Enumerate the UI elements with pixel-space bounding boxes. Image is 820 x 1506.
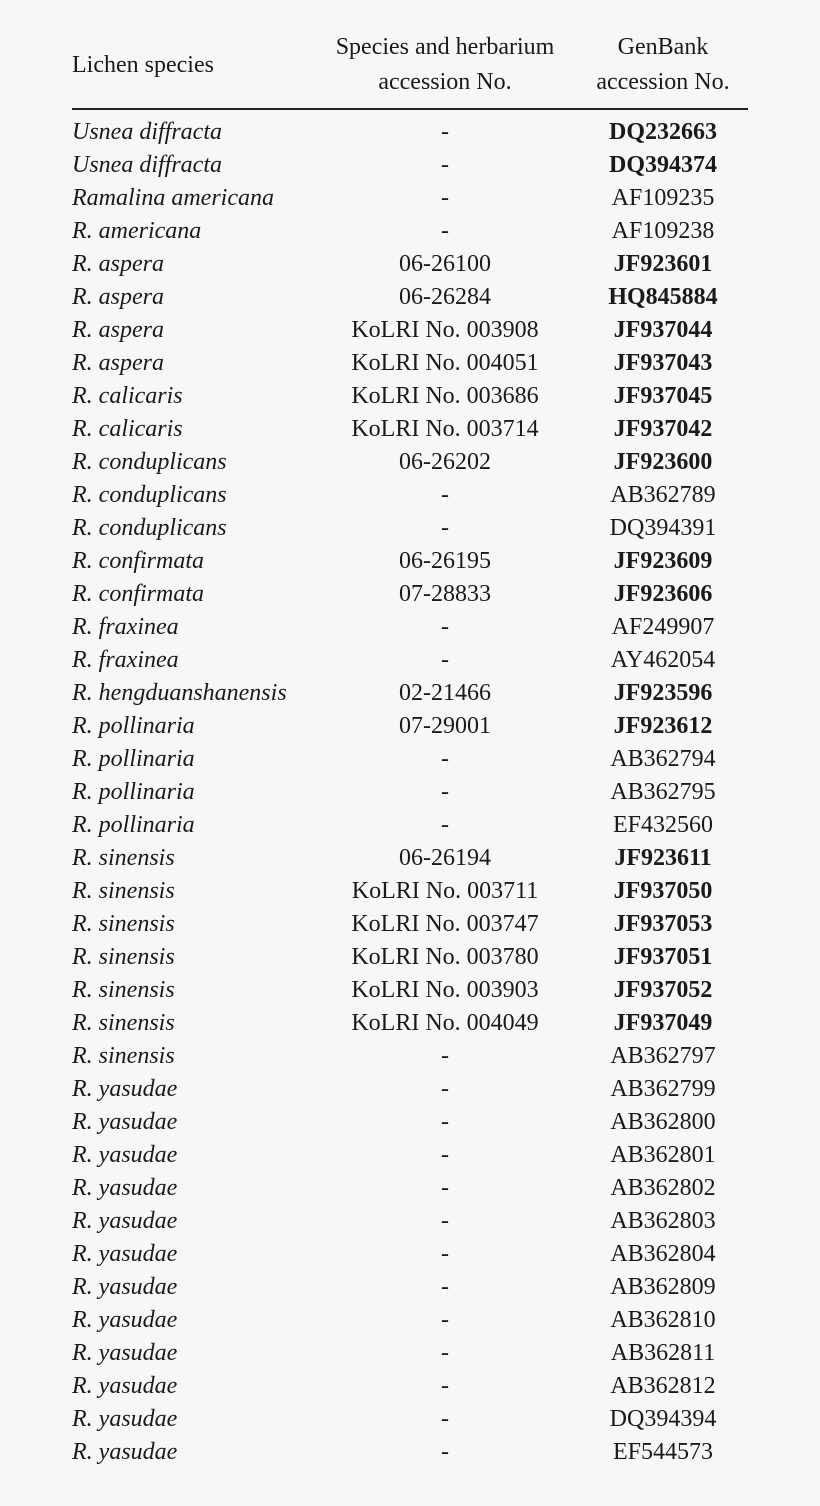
table-row [72,215,748,248]
cell-herbarium-accession: - [441,1175,449,1201]
cell-herbarium-accession: 06-26194 [399,845,491,871]
cell-lichen-species: R. calicaris [72,383,183,409]
cell-herbarium-accession: - [441,1076,449,1102]
table-row [72,281,748,314]
cell-lichen-species: R. yasudae [72,1241,178,1267]
cell-genbank-accession: JF937052 [613,977,713,1003]
cell-lichen-species: R. aspera [72,350,164,376]
table-row [72,776,748,809]
cell-genbank-accession: AB362811 [610,1340,716,1366]
cell-herbarium-accession: - [441,218,449,244]
table-row [72,1337,748,1370]
table-row [72,743,748,776]
cell-genbank-accession: JF937050 [613,878,713,904]
cell-lichen-species: R. confirmata [72,548,204,574]
cell-herbarium-accession: 07-28833 [399,581,491,607]
cell-herbarium-accession: - [441,1274,449,1300]
cell-herbarium-accession: 06-26100 [399,251,491,277]
table-row [72,1172,748,1205]
cell-herbarium-accession: KoLRI No. 003780 [351,944,539,970]
cell-lichen-species: Usnea diffracta [72,119,222,145]
cell-genbank-accession: JF937045 [613,383,713,409]
cell-lichen-species: R. sinensis [72,845,175,871]
cell-genbank-accession: AB362800 [610,1109,716,1135]
cell-lichen-species: R. conduplicans [72,449,227,475]
cell-genbank-accession: JF937042 [613,416,713,442]
cell-lichen-species: Ramalina americana [72,185,274,211]
cell-genbank-accession: AF109235 [611,185,715,211]
cell-herbarium-accession: - [441,1406,449,1432]
cell-herbarium-accession: - [441,1439,449,1465]
cell-genbank-accession: JF923612 [613,713,713,739]
cell-genbank-accession: AB362803 [610,1208,716,1234]
table-row [72,1073,748,1106]
cell-genbank-accession: AB362799 [610,1076,716,1102]
header-genbank-accession: GenBank accession No. [578,30,748,109]
cell-genbank-accession: JF923609 [613,548,713,574]
table-row [72,1436,748,1469]
cell-lichen-species: R. yasudae [72,1142,178,1168]
cell-lichen-species: R. pollinaria [72,713,195,739]
header-lichen-species: Lichen species [72,30,312,109]
cell-lichen-species: R. yasudae [72,1406,178,1432]
table-row [72,182,748,215]
cell-herbarium-accession: - [441,812,449,838]
cell-herbarium-accession: 07-29001 [399,713,491,739]
cell-lichen-species: R. aspera [72,251,164,277]
cell-lichen-species: R. aspera [72,317,164,343]
table-row [72,545,748,578]
table-row [72,1271,748,1304]
cell-herbarium-accession: 06-26202 [399,449,491,475]
cell-lichen-species: R. yasudae [72,1274,178,1300]
cell-lichen-species: R. sinensis [72,1043,175,1069]
cell-herbarium-accession: - [441,1043,449,1069]
cell-genbank-accession: DQ394391 [609,515,717,541]
table-row [72,479,748,512]
table-row [72,149,748,182]
cell-lichen-species: R. hengduanshanensis [72,680,287,706]
table-row [72,314,748,347]
cell-genbank-accession: AB362789 [610,482,716,508]
cell-genbank-accession: DQ232663 [609,119,717,145]
cell-genbank-accession: JF923606 [613,581,713,607]
table-row [72,644,748,677]
cell-lichen-species: R. pollinaria [72,779,195,805]
table-row [72,380,748,413]
cell-herbarium-accession: - [441,515,449,541]
cell-genbank-accession: AB362794 [610,746,716,772]
cell-herbarium-accession: - [441,1109,449,1135]
cell-genbank-accession: EF544573 [612,1439,713,1465]
cell-lichen-species: R. sinensis [72,878,175,904]
cell-lichen-species: R. sinensis [72,944,175,970]
cell-genbank-accession: DQ394374 [609,152,717,178]
table-row [72,446,748,479]
cell-lichen-species: R. conduplicans [72,515,227,541]
cell-herbarium-accession: - [441,1373,449,1399]
cell-lichen-species: R. yasudae [72,1175,178,1201]
cell-lichen-species: R. yasudae [72,1208,178,1234]
cell-lichen-species: R. sinensis [72,977,175,1003]
cell-genbank-accession: AF109238 [611,218,715,244]
table-row [72,1205,748,1238]
table-header [72,30,748,109]
table-row [72,109,748,149]
cell-genbank-accession: JF923611 [614,845,712,871]
cell-genbank-accession: JF937051 [613,944,713,970]
cell-genbank-accession: EF432560 [612,812,713,838]
table-row [72,809,748,842]
cell-lichen-species: R. conduplicans [72,482,227,508]
cell-lichen-species: R. pollinaria [72,746,195,772]
cell-lichen-species: R. sinensis [72,911,175,937]
cell-lichen-species: R. confirmata [72,581,204,607]
cell-genbank-accession: AB362795 [610,779,716,805]
cell-herbarium-accession: KoLRI No. 003747 [351,911,539,937]
cell-herbarium-accession: KoLRI No. 003714 [351,416,539,442]
cell-herbarium-accession: - [441,1340,449,1366]
cell-genbank-accession: AF249907 [611,614,715,640]
cell-herbarium-accession: KoLRI No. 004051 [351,350,539,376]
cell-herbarium-accession: - [441,779,449,805]
table-row [72,677,748,710]
cell-genbank-accession: AB362810 [610,1307,716,1333]
cell-genbank-accession: JF937049 [613,1010,713,1036]
cell-lichen-species: R. yasudae [72,1340,178,1366]
cell-herbarium-accession: 06-26195 [399,548,491,574]
lichen-genbank-table [72,30,748,1469]
cell-herbarium-accession: 06-26284 [399,284,491,310]
table-row [72,1007,748,1040]
cell-lichen-species: R. pollinaria [72,812,195,838]
cell-herbarium-accession: - [441,1241,449,1267]
table-row [72,1106,748,1139]
cell-herbarium-accession: - [441,185,449,211]
cell-genbank-accession: DQ394394 [609,1406,717,1432]
cell-herbarium-accession: - [441,1307,449,1333]
table-row [72,1403,748,1436]
cell-herbarium-accession: - [441,614,449,640]
cell-herbarium-accession: KoLRI No. 004049 [351,1010,539,1036]
cell-lichen-species: R. yasudae [72,1307,178,1333]
cell-genbank-accession: JF937043 [613,350,713,376]
cell-lichen-species: R. calicaris [72,416,183,442]
table-row [72,248,748,281]
cell-herbarium-accession: - [441,647,449,673]
cell-genbank-accession: JF923600 [613,449,713,475]
cell-genbank-accession: AB362797 [610,1043,716,1069]
cell-herbarium-accession: KoLRI No. 003908 [351,317,539,343]
table-row [72,710,748,743]
cell-genbank-accession: AB362804 [610,1241,716,1267]
cell-herbarium-accession: 02-21466 [399,680,491,706]
table-row [72,1040,748,1073]
cell-genbank-accession: AY462054 [610,647,716,673]
cell-genbank-accession: JF937044 [613,317,713,343]
header-row [72,30,748,109]
cell-herbarium-accession: - [441,482,449,508]
header-herbarium-accession: Species and herbarium accession No. [312,30,578,109]
cell-lichen-species: R. yasudae [72,1373,178,1399]
cell-lichen-species: R. sinensis [72,1010,175,1036]
table-row [72,941,748,974]
table-row [72,1304,748,1337]
cell-lichen-species: R. yasudae [72,1109,178,1135]
cell-genbank-accession: JF923601 [613,251,713,277]
cell-genbank-accession: HQ845884 [608,284,718,310]
cell-lichen-species: R. fraxinea [72,647,179,673]
table-row [72,908,748,941]
table-row [72,578,748,611]
cell-herbarium-accession: KoLRI No. 003686 [351,383,539,409]
table-row [72,974,748,1007]
cell-genbank-accession: AB362802 [610,1175,716,1201]
cell-herbarium-accession: - [441,1208,449,1234]
table-row [72,611,748,644]
table-row [72,1238,748,1271]
cell-lichen-species: R. americana [72,218,202,244]
table-row [72,512,748,545]
cell-herbarium-accession: - [441,1142,449,1168]
cell-lichen-species: R. yasudae [72,1076,178,1102]
table-row [72,347,748,380]
table-row [72,1139,748,1172]
table-row [72,413,748,446]
cell-lichen-species: R. aspera [72,284,164,310]
table-body [72,109,748,1469]
cell-genbank-accession: JF923596 [613,680,713,706]
lichen-genbank-table-container [72,30,748,1469]
cell-genbank-accession: JF937053 [613,911,713,937]
cell-lichen-species: Usnea diffracta [72,152,222,178]
cell-lichen-species: R. fraxinea [72,614,179,640]
cell-herbarium-accession: - [441,119,449,145]
cell-genbank-accession: AB362801 [610,1142,716,1168]
table-row [72,875,748,908]
cell-herbarium-accession: KoLRI No. 003903 [351,977,539,1003]
cell-genbank-accession: AB362809 [610,1274,716,1300]
cell-herbarium-accession: KoLRI No. 003711 [351,878,539,904]
cell-lichen-species: R. yasudae [72,1439,178,1465]
cell-herbarium-accession: - [441,152,449,178]
cell-herbarium-accession: - [441,746,449,772]
table-row [72,1370,748,1403]
cell-genbank-accession: AB362812 [610,1373,716,1399]
table-row [72,842,748,875]
